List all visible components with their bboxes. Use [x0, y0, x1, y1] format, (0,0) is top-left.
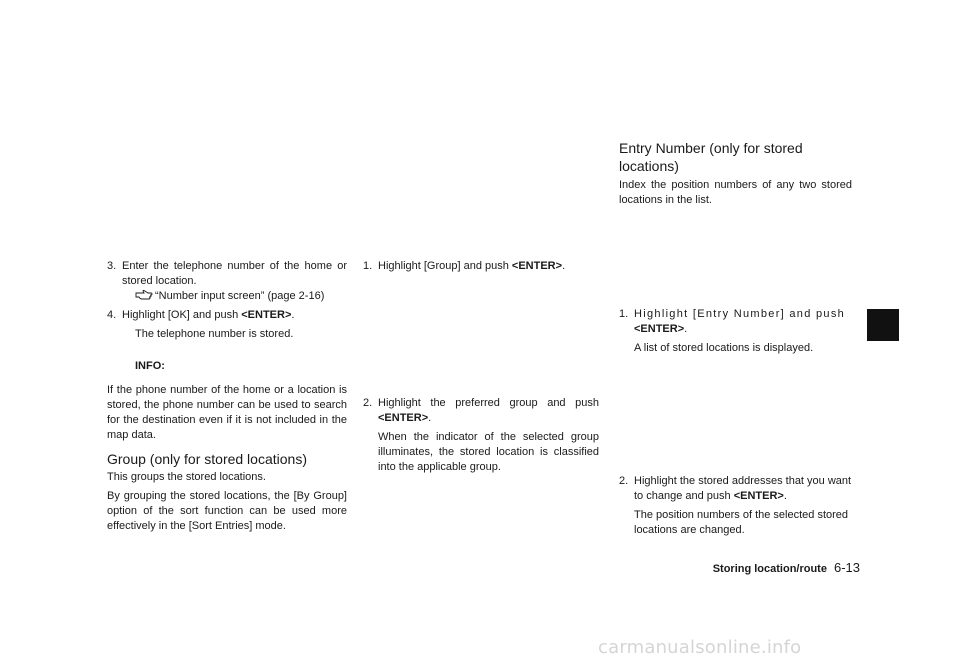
enter-key: <ENTER> [511, 260, 563, 272]
col3-step-2-block [619, 474, 852, 538]
info-label: INFO: [135, 360, 165, 372]
step-4: 4. Highlight [OK] and push <ENTER>. [107, 309, 295, 321]
col3-step-1: 1. Highlight [Entry Number] and push <ENTER>. [619, 308, 846, 335]
group-paragraph-2: By grouping the stored locations, the [By Group] option of the sort function can be used more effectively in the [Sort Entries] mode. [107, 490, 347, 532]
enter-key: <ENTER> [634, 323, 685, 335]
col2-step-2: 2. Highlight the preferred group and push <ENTER>. [363, 397, 599, 424]
entry-number-heading: Entry Number (only for stored locations) [619, 140, 803, 174]
enter-key: <ENTER> [378, 412, 429, 424]
col2-step-2-result: When the indicator of the selected group illuminates, the stored location is classified into the applicable group. [378, 431, 599, 473]
col3-step-1-result: A list of stored locations is displayed. [634, 342, 814, 354]
section-edge-tab [867, 309, 899, 341]
group-paragraph-1: This groups the stored locations. [107, 471, 266, 483]
col3-step-2-result: The position numbers of the selected stored locations are changed. [634, 509, 849, 536]
column-1 [107, 259, 347, 534]
entry-number-section [619, 139, 852, 208]
step-3: 3. Enter the telephone number of the home or stored location. [107, 260, 347, 287]
reference-hand-icon [135, 289, 153, 300]
group-heading: Group (only for stored locations) [107, 451, 307, 467]
step-3-text: Enter the telephone number of the home or stored location. [122, 260, 347, 287]
footer-section-title: Storing location/route [712, 563, 827, 575]
enter-key: <ENTER> [241, 309, 292, 321]
col3-step-2: 2. Highlight the stored addresses that you want to change and push <ENTER>. [619, 475, 852, 502]
step-4-result: The telephone number is stored. [135, 328, 294, 340]
entry-number-intro: Index the position numbers of any two stored locations in the list. [619, 179, 852, 206]
enter-key: <ENTER> [733, 490, 784, 502]
page-number: 6-13 [833, 560, 860, 575]
info-text: If the phone number of the home or a location is stored, the phone number can be used to search for the destination even if it is not included in the map data. [107, 384, 347, 441]
page-footer [700, 560, 860, 577]
cross-reference: “Number input screen” (page 2-16) [107, 289, 347, 304]
watermark: carmanualsonline.info [598, 637, 802, 658]
col3-step-1-block [619, 307, 852, 356]
step-1-group [363, 259, 599, 274]
col2-step-1: 1. Highlight [Group] and push <ENTER>. [363, 260, 566, 272]
step-2-group [363, 396, 599, 475]
